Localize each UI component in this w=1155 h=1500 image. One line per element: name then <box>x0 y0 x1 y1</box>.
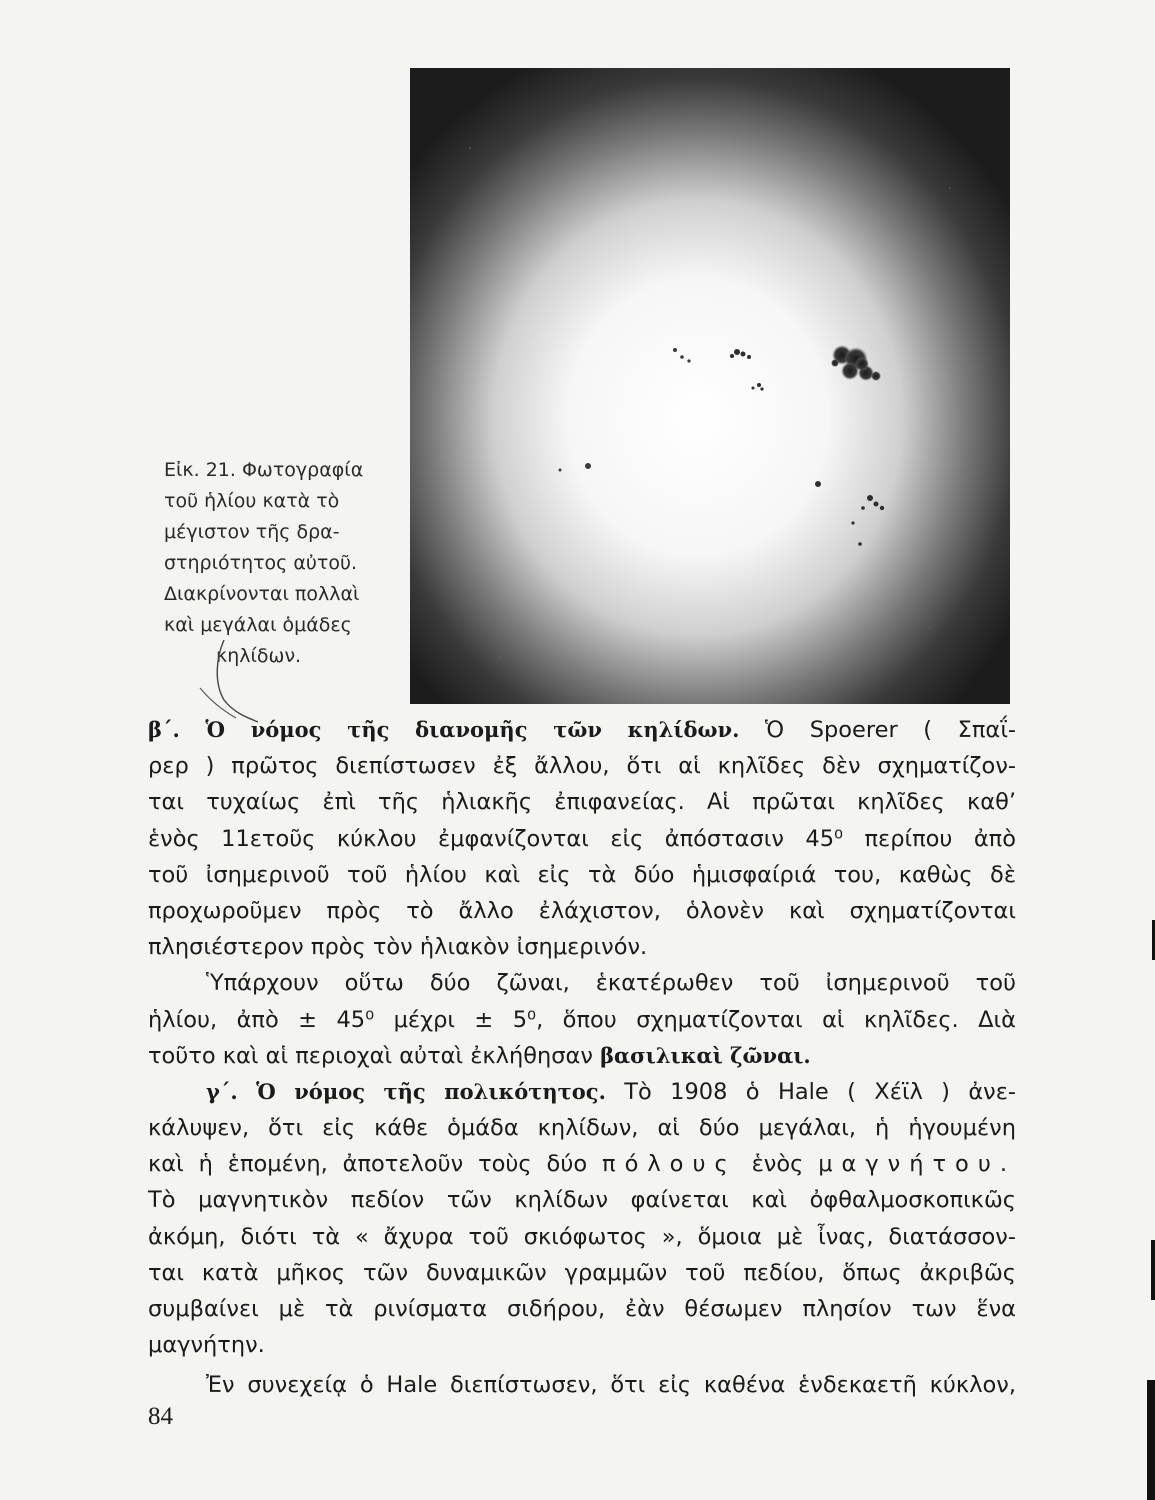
body-line: συμβαίνει μὲ τὰ ρινίσματα σιδήρου, ἐὰν θέσωμεν πλησίον των ἕνα <box>148 1296 1016 1322</box>
scan-edge-mark <box>1147 1380 1155 1500</box>
section-c-poles-line <box>148 1146 1016 1182</box>
caption-line: κηλίδων. <box>216 645 302 667</box>
body-line: ρερ ) πρῶτος διεπίστωσεν ἐξ ἄλλου, ὅτι αἱ κηλῖδες δὲν σχηματίζον- <box>148 753 1016 780</box>
section-b-label: β΄. <box>148 717 180 742</box>
section-c-line1-rest: Τὸ 1908 ὁ Hale ( Χέϊλ ) ἀνε- <box>624 1078 1017 1105</box>
figure-photograph <box>410 68 1010 704</box>
zones-last-line <box>148 1038 1016 1074</box>
body-line: Τὸ μαγνητικὸν πεδίον τῶν κηλίδων φαίνεται καὶ ὀφθαλμοσκοπικῶς <box>148 1187 1016 1214</box>
page-number: 84 <box>148 1403 173 1430</box>
body-line: τοῦ ἰσημερινοῦ τοῦ ἡλίου καὶ εἰς τὰ δύο ἡμισφαίριά του, καθὼς δὲ <box>148 861 1016 888</box>
section-b-line1-rest: Ὁ Spoerer ( Σπαΐ- <box>765 717 1016 743</box>
zones-last-line-start: τοῦτο καὶ αἱ περιοχαὶ αὐταὶ ἐκλήθησαν <box>148 1042 593 1069</box>
section-b-heading: Ὁ νόμος τῆς διανομῆς τῶν κηλίδων. <box>205 717 740 742</box>
body-line: μαγνήτην. <box>148 1332 265 1359</box>
sun-photograph-with-sunspot-groups <box>410 68 1010 704</box>
spaced-word-magnet: μαγνήτου. <box>818 1151 1016 1178</box>
caption-line: τοῦ ἡλίου κατὰ τὸ <box>164 490 340 512</box>
body-line: πλησιέστερον πρὸς τὸν ἡλιακὸν ἰσημερινόν. <box>148 934 648 961</box>
body-line: κάλυψεν, ὅτι εἰς κάθε ὁμάδα κηλίδων, αἱ δύο μεγάλαι, ἡ ἡγουμένη <box>148 1115 1016 1142</box>
body-line: ἡλίου, ἀπὸ ± 45⁰ μέχρι ± 5⁰, ὅπου σχηματίζονται αἱ κηλῖδες. Διὰ <box>148 1006 1016 1033</box>
body-line: Ἐν συνεχείᾳ ὁ Hale διεπίστωσεν, ὅτι εἰς καθένα ἑνδεκαετῆ κύκλον, <box>206 1372 1016 1399</box>
body-line: ται τυχαίως ἐπὶ τῆς ἡλιακῆς ἐπιφανείας. Αἱ πρῶται κηλῖδες καθ’ <box>148 789 1016 816</box>
body-text <box>148 712 1016 1404</box>
body-line: ται κατὰ μῆκος τῶν δυναμικῶν γραμμῶν τοῦ πεδίου, ὅπως ἀκριβῶς <box>148 1259 1016 1286</box>
section-c-label: γ΄. <box>206 1078 238 1104</box>
mid-word: ἑνὸς <box>751 1151 804 1178</box>
caption-line: Διακρίνονται πολλαὶ <box>164 583 360 605</box>
caption-line: Εἰκ. 21. Φωτογραφία <box>164 459 364 481</box>
body-line: Ὑπάρχουν οὕτω δύο ζῶναι, ἑκατέρωθεν τοῦ ἰσημερινοῦ τοῦ <box>206 970 1016 997</box>
caption-line: καὶ μεγάλαι ὁμάδες <box>164 614 352 636</box>
zones-term-bold: βασιλικαὶ ζῶναι. <box>600 1042 811 1068</box>
body-line: ἑνὸς 11ετοῦς κύκλου ἐμφανίζονται εἰς ἀπόστασιν 45⁰ περίπου ἀπὸ <box>148 825 1016 852</box>
section-c-poles-start: καὶ ἡ ἑπομένη, ἀποτελοῦν τοὺς δύο <box>148 1151 588 1178</box>
section-b-heading-line <box>148 712 1016 748</box>
body-line: ἀκόμη, διότι τὰ « ἄχυρα τοῦ σκιόφωτος », ὅμοια μὲ ἶνας, διατάσσον- <box>148 1223 1016 1250</box>
section-c-heading: Ὁ νόμος τῆς πολικότητος. <box>256 1078 606 1104</box>
section-c-heading-line <box>148 1074 1016 1110</box>
spaced-word-poles: πόλους <box>602 1151 737 1178</box>
body-line: προχωροῦμεν πρὸς τὸ ἄλλο ἐλάχιστον, ὁλονὲν καὶ σχηματίζονται <box>148 897 1016 924</box>
caption-line: στηριότητος αὐτοῦ. <box>164 552 357 574</box>
caption-line: μέγιστον τῆς δρα- <box>164 521 340 543</box>
scan-edge-mark <box>1151 1240 1155 1300</box>
